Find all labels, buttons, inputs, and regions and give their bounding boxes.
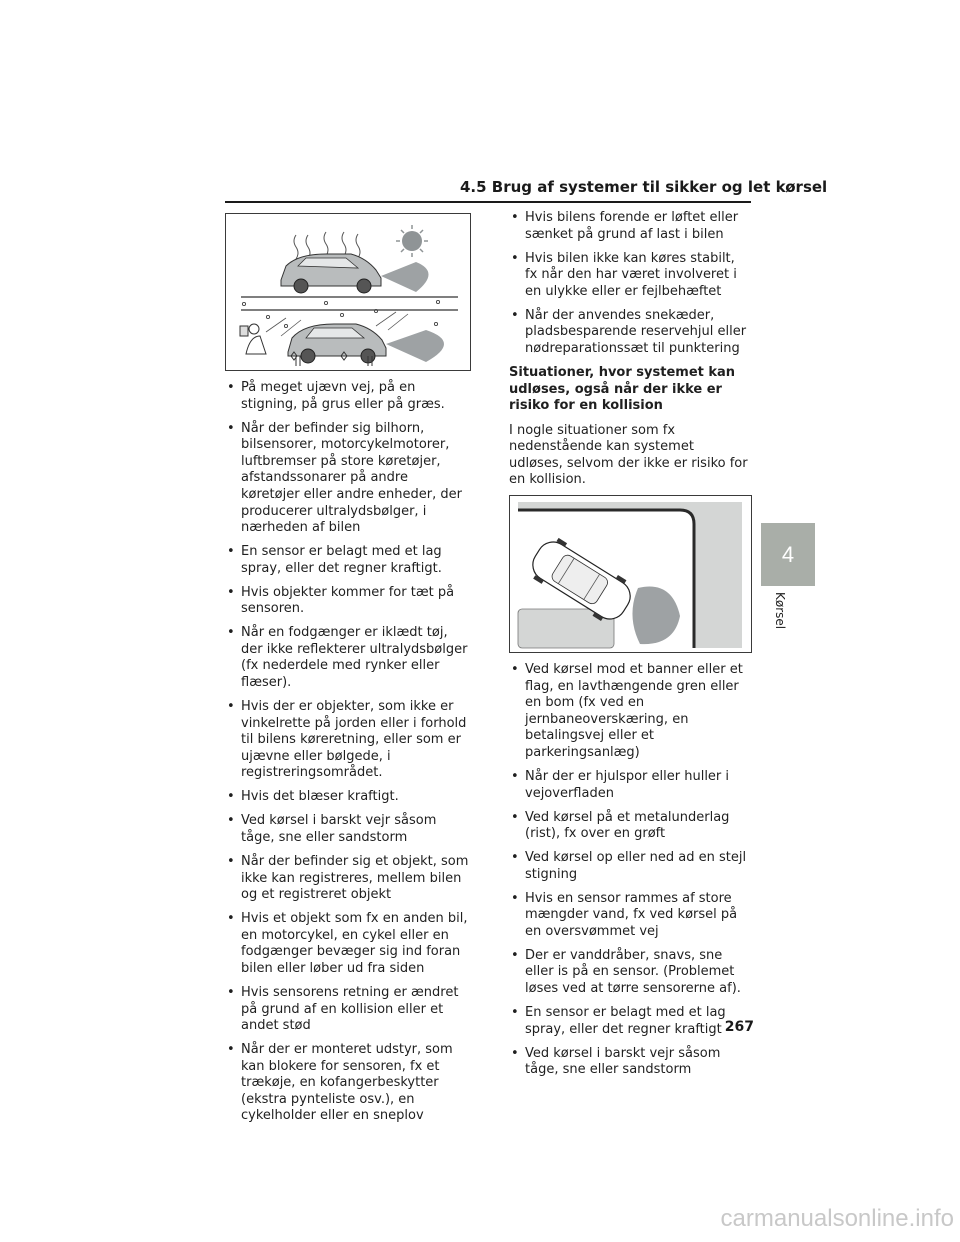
list-item: • Hvis bilen ikke kan køres stabilt, fx når den har været involveret i en ulykke eller er fejlbehæftet <box>509 251 751 301</box>
sun-icon <box>402 231 422 251</box>
chapter-label: Kørsel <box>773 592 787 630</box>
list-item: • Når der er monteret udstyr, som kan blokere for sensoren, fx et trækøje, en kofangerbeskytter (ekstra pynteliste osv.), en cykelholder eller en sneplov <box>225 1042 470 1125</box>
list-item: • Ved kørsel på et metalunderlag (rist), fx over en grøft <box>509 810 751 843</box>
list-item: • Der er vanddråber, snavs, sne eller is på en sensor. (Problemet løses ved at tørre sensorerne af). <box>509 948 751 998</box>
watermark: carmanualsonline.info <box>720 1205 954 1232</box>
list-item: • Når der befinder sig et objekt, som ikke kan registreres, mellem bilen og et registreret objekt <box>225 854 470 904</box>
chapter-number: 4 <box>781 541 795 567</box>
list-item: • Hvis sensorens retning er ændret på grund af en kollision eller et andet stød <box>225 985 470 1035</box>
list-item: • Hvis objekter kommer for tæt på sensoren. <box>225 585 470 618</box>
list-item: • Når der anvendes snekæder, pladsbesparende reservehjul eller nødreparationssæt til punktering <box>509 308 751 358</box>
list-item: • Når en fodgænger er iklædt tøj, der ikke reflekterer ultralydsbølger (fx nederdele med rynker eller flæser). <box>225 625 470 691</box>
subheading: Situationer, hvor systemet kan udløses, også når der ikke er risiko for en kollision <box>509 364 736 414</box>
left-column <box>225 380 470 1132</box>
list-item: • Ved kørsel i barskt vejr såsom tåge, sne eller sandstorm <box>509 1046 751 1079</box>
list-item: • Hvis en sensor rammes af store mængder vand, fx ved kørsel på en oversvømmet vej <box>509 891 751 941</box>
header-rule <box>225 201 751 203</box>
list-item: • På meget ujævn vej, på en stigning, på grus eller på græs. <box>225 380 470 413</box>
weather-illustration <box>225 213 471 371</box>
list-item: • Hvis der er objekter, som ikke er vinkelrette på jorden eller i forhold til bilens køreretning, eller som er ujævne eller bølgede, i registreringsområdet. <box>225 699 470 782</box>
section-title: 4.5 Brug af systemer til sikker og let kørsel <box>460 178 828 196</box>
list-item: • Hvis det blæser kraftigt. <box>225 789 470 806</box>
list-item: • Ved kørsel mod et banner eller et flag, en lavthængende gren eller en bom (fx ved en jernbaneoverskæring, en betalingsvej eller et parkeringsanlæg) <box>509 662 751 762</box>
list-item: • Ved kørsel op eller ned ad en stejl stigning <box>509 850 751 883</box>
page-number: 267 <box>724 1019 754 1035</box>
paragraph: I nogle situationer som fx nedenstående kan systemet udløses, selvom der ikke er risiko for en kollision. <box>509 422 748 488</box>
list-item: • Hvis et objekt som fx en anden bil, en motorcykel, en cykel eller en fodgænger bevæger sig ind foran bilen eller løber ud fra siden <box>225 911 470 977</box>
list-item: • Hvis bilens forende er løftet eller sænket på grund af last i bilen <box>509 210 751 243</box>
right-column-bottom <box>509 662 751 1086</box>
list-item: • Når der befinder sig bilhorn, bilsensorer, motorcykelmotorer, luftbremser på store køretøjer, afstandssonarer på andre køretøjer eller andre enheder, der producerer ultralydsbølger, i nærheden af bilen <box>225 421 470 537</box>
person-icon <box>240 324 266 354</box>
list-item: • Når der er hjulspor eller huller i vejoverfladen <box>509 769 751 802</box>
right-column-top <box>509 210 751 521</box>
car-icon <box>281 254 381 293</box>
chapter-tab[interactable] <box>761 523 815 586</box>
list-item: • Ved kørsel i barskt vejr såsom tåge, sne eller sandstorm <box>225 813 470 846</box>
list-item: • En sensor er belagt med et lag spray, eller det regner kraftigt. <box>225 544 470 577</box>
car-icon <box>288 324 386 363</box>
narrow-road-illustration <box>509 495 752 653</box>
list-item: • En sensor er belagt med et lag spray, eller det regner kraftigt <box>509 1005 751 1038</box>
